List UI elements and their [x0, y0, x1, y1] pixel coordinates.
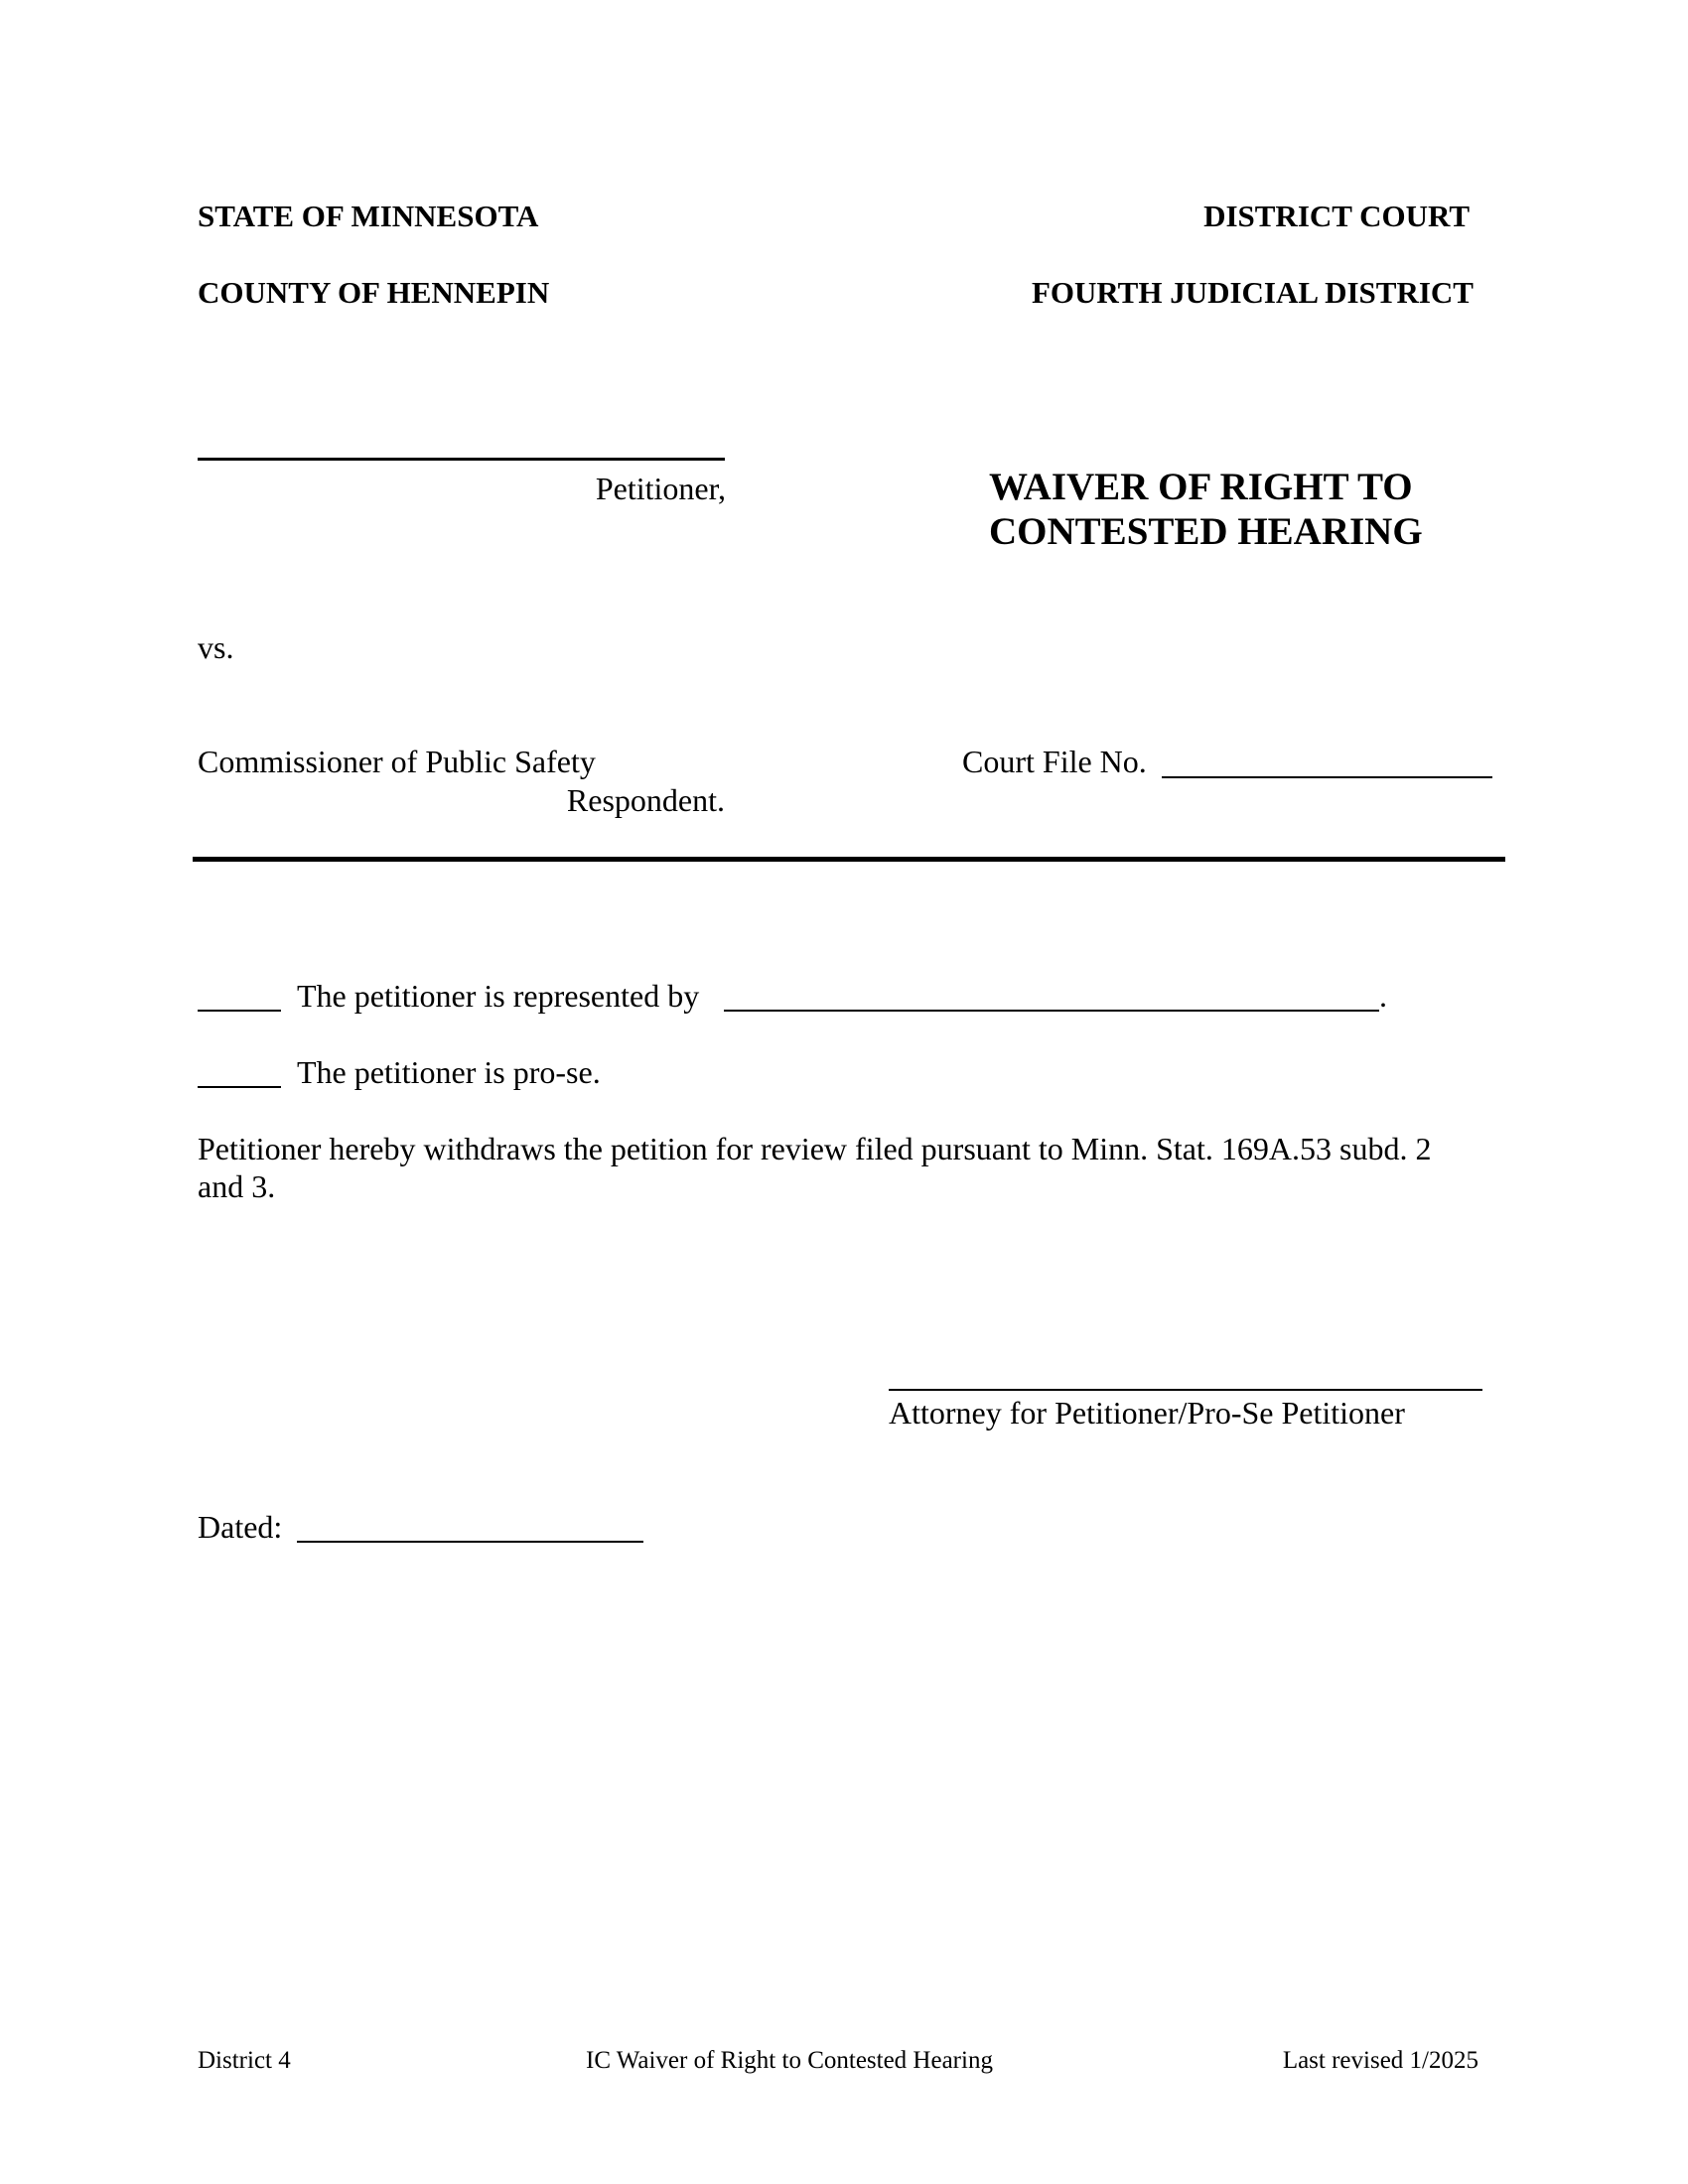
prose-option-text: The petitioner is pro-se.: [297, 1054, 601, 1090]
county-heading: COUNTY OF HENNEPIN: [198, 275, 550, 310]
title-line-1: WAIVER OF RIGHT TO: [989, 466, 1413, 508]
prose-checkbox-line[interactable]: [198, 1086, 281, 1088]
petitioner-name-line[interactable]: [198, 458, 725, 461]
footer-form-name: IC Waiver of Right to Contested Hearing: [586, 2047, 993, 2074]
represented-checkbox-line[interactable]: [198, 1010, 281, 1012]
respondent-name: Commissioner of Public Safety: [198, 744, 596, 779]
document-title: [989, 465, 1423, 554]
represented-period: .: [1379, 978, 1387, 1014]
state-heading: STATE OF MINNESOTA: [198, 199, 539, 233]
attorney-name-line[interactable]: [724, 1010, 1379, 1012]
signature-label: Attorney for Petitioner/Pro-Se Petitioner: [889, 1395, 1405, 1431]
footer-district: District 4: [198, 2047, 291, 2074]
withdraw-statement-line-2: and 3.: [198, 1168, 276, 1204]
court-file-label: Court File No.: [962, 744, 1147, 779]
date-line[interactable]: [297, 1541, 643, 1543]
versus-label: vs.: [198, 629, 234, 665]
caption-divider: [193, 857, 1505, 862]
petitioner-label: Petitioner,: [595, 471, 726, 506]
withdraw-statement-line-1: Petitioner hereby withdraws the petition for review filed pursuant to Minn. Stat. 169A.53 subd. 2: [198, 1131, 1432, 1166]
dated-label: Dated:: [198, 1509, 283, 1545]
court-heading: DISTRICT COURT: [1203, 199, 1470, 233]
represented-option-text: The petitioner is represented by: [297, 978, 700, 1014]
title-line-2: CONTESTED HEARING: [989, 510, 1423, 553]
court-file-number-line[interactable]: [1162, 776, 1492, 778]
footer-revision: Last revised 1/2025: [1282, 2047, 1478, 2074]
district-heading: FOURTH JUDICIAL DISTRICT: [1031, 275, 1474, 310]
respondent-label: Respondent.: [566, 782, 725, 818]
signature-line[interactable]: [889, 1389, 1482, 1391]
